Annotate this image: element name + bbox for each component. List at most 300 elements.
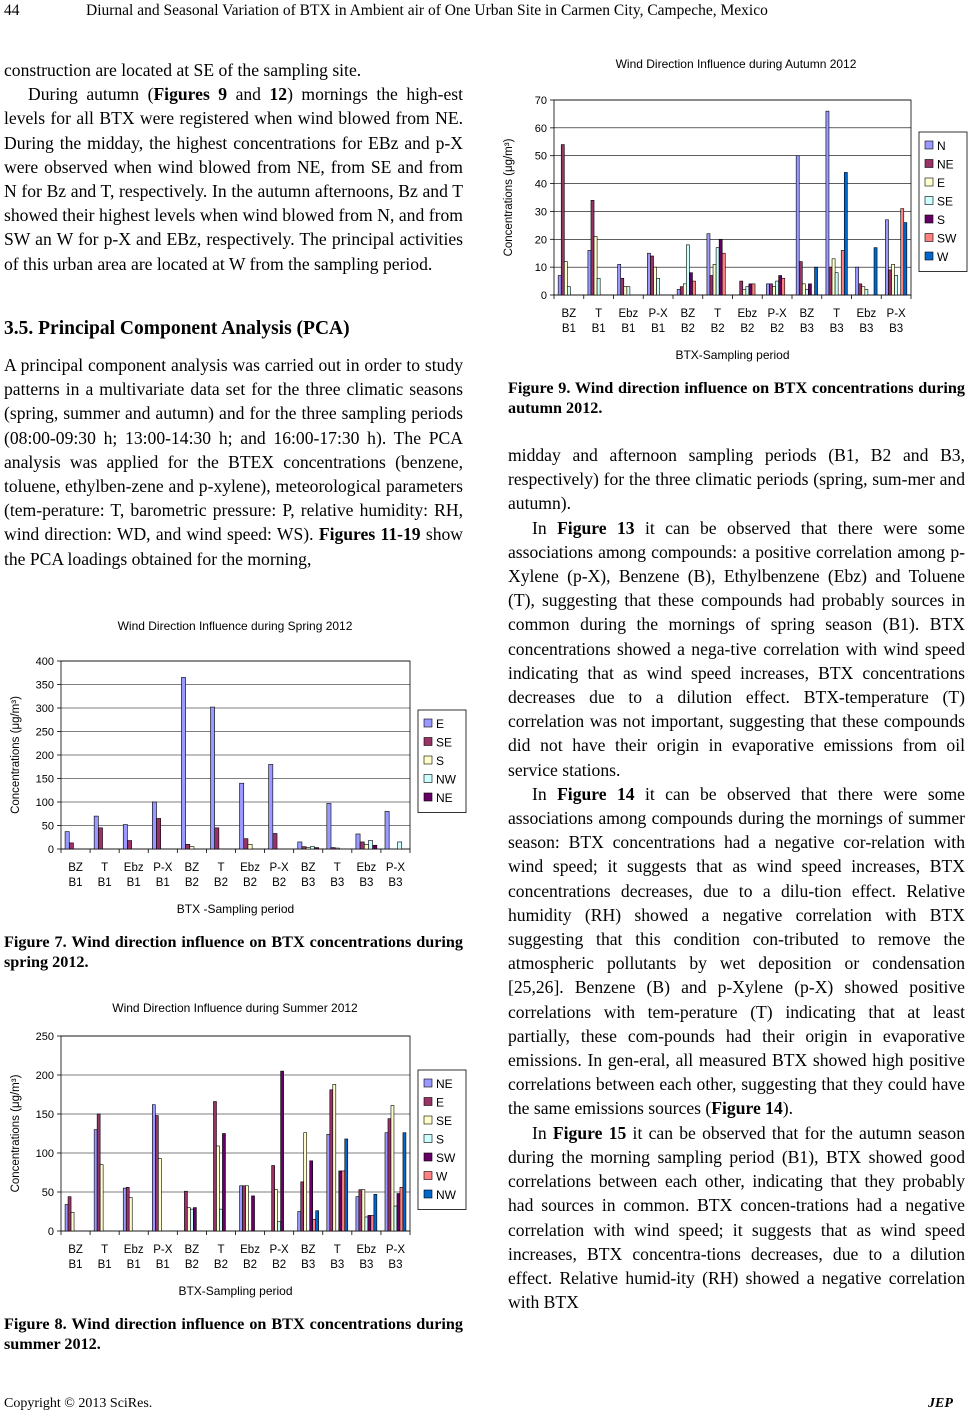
bar xyxy=(766,284,769,295)
x-tick-label: B2 xyxy=(272,1259,287,1271)
running-title: Diurnal and Seasonal Variation of BTX in Ambient air of One Urban Site in Carmen City, Campeche, Mexico xyxy=(86,2,768,19)
bar xyxy=(740,281,743,295)
bar xyxy=(835,273,838,295)
chart-title: Wind Direction Influence during Spring 2012 xyxy=(117,619,353,633)
bar xyxy=(152,802,156,849)
bar xyxy=(769,284,772,295)
x-tick-label: B2 xyxy=(710,323,725,335)
bar xyxy=(397,1194,400,1231)
page-number: 44 xyxy=(4,2,20,19)
bar xyxy=(252,1196,255,1231)
x-tick-label: P-X xyxy=(269,1244,289,1256)
bar xyxy=(799,262,802,295)
right-column xyxy=(508,443,965,1314)
bar xyxy=(558,276,561,296)
bar xyxy=(710,276,713,296)
bar xyxy=(394,1206,397,1231)
bar xyxy=(298,1212,301,1232)
y-axis-label: Concentrations (μg/m³) xyxy=(10,1074,22,1193)
y-tick-label: 250 xyxy=(35,1031,54,1043)
x-tick-label: B3 xyxy=(829,323,844,335)
x-tick-label: BZ xyxy=(68,862,83,874)
bar xyxy=(895,276,898,296)
bar xyxy=(743,289,746,295)
legend-label: E xyxy=(436,1095,445,1110)
bar xyxy=(859,284,862,295)
bar xyxy=(385,1133,388,1231)
bar xyxy=(749,284,752,295)
x-tick-label: B1 xyxy=(155,877,170,889)
y-tick-label: 60 xyxy=(534,122,547,135)
figure-ref: Figure 14 xyxy=(711,1098,783,1119)
chart-spring xyxy=(4,610,466,926)
bar xyxy=(181,677,185,849)
bar xyxy=(360,842,364,849)
paragraph: midday and afternoon sampling periods (B1, B2 and B3, respectively) for the three climatic periods (spring, sum-mer and autumn). xyxy=(508,445,965,514)
x-tick-label: P-X xyxy=(153,1244,173,1256)
x-tick-label: B1 xyxy=(591,323,606,335)
bar xyxy=(856,267,859,295)
y-tick-label: 350 xyxy=(35,679,54,692)
x-tick-label: P-X xyxy=(886,308,906,320)
y-tick-label: 150 xyxy=(35,773,54,786)
legend-swatch xyxy=(424,719,432,727)
bar xyxy=(68,1197,71,1231)
figure-ref: Figure 14 xyxy=(557,783,635,804)
bar xyxy=(707,234,710,295)
x-tick-label: B2 xyxy=(184,1259,199,1271)
figure-9-caption: Figure 9. Wind direction influence on BTX concentrations during autumn 2012. xyxy=(508,379,965,417)
bar xyxy=(400,1187,403,1231)
bar xyxy=(97,1114,100,1231)
x-tick-label: P-X xyxy=(767,308,787,320)
bar xyxy=(368,1215,371,1231)
y-tick-label: 0 xyxy=(47,844,54,856)
y-tick-label: 250 xyxy=(35,726,54,739)
left-column-top xyxy=(4,58,463,276)
bar xyxy=(621,278,624,295)
x-tick-label: B1 xyxy=(126,877,141,889)
legend-swatch xyxy=(925,252,933,260)
x-tick-label: B3 xyxy=(388,1259,403,1271)
bar xyxy=(892,264,895,295)
legend-swatch xyxy=(424,1135,432,1143)
bar xyxy=(371,1215,374,1231)
y-axis-label: Concentrations (μg/m³) xyxy=(503,138,515,257)
bar xyxy=(187,1208,190,1231)
bar xyxy=(222,1134,225,1232)
bar xyxy=(157,818,161,849)
y-tick-label: 50 xyxy=(41,820,54,833)
bar xyxy=(403,1133,406,1231)
legend-swatch xyxy=(925,197,933,205)
x-tick-label: BZ xyxy=(680,308,696,320)
bar xyxy=(210,707,214,849)
section-heading: 3.5. Principal Component Analysis (PCA) xyxy=(4,318,350,339)
bar xyxy=(773,287,776,295)
x-tick-label: BZ xyxy=(184,1244,200,1256)
bar xyxy=(335,848,339,849)
y-tick-label: 70 xyxy=(534,95,547,107)
bar xyxy=(306,848,310,849)
bar xyxy=(841,250,844,295)
legend-swatch xyxy=(424,1116,432,1124)
paragraph: In Figure 14 it can be observed that there were some associations among compounds during the mornings of summer season: BTX concentrations had a negative cor-relation with wind speed; it suggests that as wind speed increases, BTX concentrations decreases, due to a dilu-tion effect. Relative humidity (RH) showed a negative correlation with BTX suggesting that this condition con-tributed to remove the atmospheric pollutants by wet deposition or condensation [25,26]. Benzene (B) and p-Xylene (p-X) showed positive correlations with tem-perature (T) indicating that at least partially, these com-pounds had their origin in evaporative emissions. In gen-eral, all measured BTX showed high positive correlations between each other, suggesting that they could have the same emissions sources (Figure 14). xyxy=(508,783,965,1119)
bar xyxy=(802,284,805,295)
legend-swatch xyxy=(925,215,933,223)
x-tick-label: BZ xyxy=(300,862,316,874)
x-tick-label: BZ xyxy=(561,308,577,320)
x-axis-label: BTX-Sampling period xyxy=(178,1284,293,1298)
bar xyxy=(65,1204,68,1231)
bar xyxy=(888,270,891,295)
bar xyxy=(904,223,907,295)
y-axis-label: Concentrations (μg/m³) xyxy=(10,696,22,814)
x-axis-label: BTX-Sampling period xyxy=(675,348,790,362)
bar xyxy=(356,1197,359,1231)
x-tick-label: T xyxy=(217,1244,225,1256)
bar xyxy=(94,816,98,849)
bar xyxy=(158,1158,161,1231)
bar xyxy=(330,1090,333,1231)
bar xyxy=(362,1190,365,1231)
bar xyxy=(391,1105,394,1231)
bar xyxy=(782,278,785,295)
bar xyxy=(71,1212,74,1231)
paragraph: In Figure 13 it can be observed that there were some associations among compounds: a positive correlation among p-Xylene (p-X), Benzene (B), Ethylbenzene (Ebz) and Toluene (T), suggesting that these compounds had probably sources in common during the mornings of spring season (B1). BTX concentrations showed a nega-tive correlation with wind speed indicating that as wind speed increases, BTX concentrations decreases due to a dilution effect. BTX-temperature (T) correlation was not important, suggesting that these compounds did not have their origin in evaporative emissions from oil service stations. xyxy=(508,517,965,780)
y-tick-label: 30 xyxy=(534,206,547,219)
x-tick-label: B3 xyxy=(799,323,814,335)
legend-swatch xyxy=(424,775,432,783)
bar xyxy=(356,834,360,849)
legend-label: SW xyxy=(937,231,957,246)
bar xyxy=(752,284,755,295)
x-axis-label: BTX -Sampling period xyxy=(176,902,295,916)
x-tick-label: BZ xyxy=(300,1244,316,1256)
paragraph: A principal component analysis was carried out in order to study patterns in a multivariate data set for the three climatic seasons (spring, summer and autumn) and for the three sampling periods (08:00-09:30 h; 13:00-14:30 h; and 16:00-17:30 h). The PCA analysis was applied for the BTEX concentrations (benzene, toluene, ethylben-zene and p-xylene), meteorological parameters (tem-perature: T, barometric pressure: P, relative humidity: RH, wind direction: WD, and wind speed: WS). Figures 11-19 show the PCA loadings obtained for the morning, xyxy=(4,355,464,569)
bar xyxy=(331,848,335,849)
legend-label: W xyxy=(436,1169,448,1184)
x-tick-label: B3 xyxy=(301,877,316,889)
bar xyxy=(186,844,190,849)
bar xyxy=(597,278,600,295)
chart-title: Wind Direction Influence during Autumn 2012 xyxy=(615,57,857,71)
footer-copyright: Copyright © 2013 SciRes. xyxy=(4,1396,153,1411)
bar xyxy=(313,1219,316,1231)
bar xyxy=(385,811,389,849)
bar xyxy=(374,1194,377,1231)
bar xyxy=(654,267,657,295)
y-tick-label: 50 xyxy=(41,1187,54,1199)
figure-7 xyxy=(4,610,466,926)
bar xyxy=(901,209,904,295)
bar xyxy=(776,281,779,295)
x-tick-label: Ebz xyxy=(123,1244,144,1256)
x-tick-label: B2 xyxy=(770,323,785,335)
bar xyxy=(650,256,653,295)
x-tick-label: B1 xyxy=(621,323,636,335)
bar xyxy=(865,289,868,295)
bar xyxy=(815,267,818,295)
bar xyxy=(365,1217,368,1231)
bar xyxy=(314,848,318,849)
x-tick-label: B1 xyxy=(68,877,83,889)
page-header xyxy=(0,0,972,22)
legend-label: SE xyxy=(937,194,954,209)
bar xyxy=(388,1119,391,1231)
bar xyxy=(746,287,749,295)
x-tick-label: B2 xyxy=(680,323,695,335)
bar xyxy=(190,1209,193,1231)
x-tick-label: Ebz xyxy=(240,1244,260,1256)
figure-ref: Figure 15 xyxy=(552,1122,627,1143)
bar xyxy=(564,262,567,295)
y-tick-label: 20 xyxy=(534,234,547,247)
bar xyxy=(594,237,597,296)
legend-label: W xyxy=(937,250,949,264)
x-tick-label: B3 xyxy=(359,1259,374,1271)
bar xyxy=(219,1209,222,1231)
bar xyxy=(327,803,331,849)
bar xyxy=(333,1084,336,1231)
bar xyxy=(624,287,627,295)
x-tick-label: P-X xyxy=(269,862,289,874)
legend-swatch xyxy=(424,738,432,746)
bar xyxy=(686,245,689,295)
chart-autumn xyxy=(503,50,966,366)
bar xyxy=(272,1165,275,1231)
y-tick-label: 200 xyxy=(35,1070,54,1082)
bar xyxy=(829,267,832,295)
y-tick-label: 300 xyxy=(35,703,54,715)
x-tick-label: Ebz xyxy=(123,862,144,874)
y-tick-label: 100 xyxy=(35,1148,54,1160)
figure-7-caption: Figure 7. Wind direction influence on BTX concentrations during spring 2012. xyxy=(4,933,463,971)
bar xyxy=(244,839,248,849)
bar xyxy=(243,1186,246,1231)
y-tick-label: 50 xyxy=(534,150,547,163)
y-tick-label: 0 xyxy=(540,290,547,302)
bar xyxy=(216,1146,219,1231)
legend-swatch xyxy=(424,1190,432,1198)
bar xyxy=(692,281,695,295)
x-tick-label: T xyxy=(217,862,225,874)
x-tick-label: B3 xyxy=(359,877,374,889)
y-tick-label: 0 xyxy=(47,1226,54,1238)
legend-swatch xyxy=(424,756,432,764)
bar xyxy=(345,1139,348,1231)
plot-area xyxy=(554,100,911,295)
bar xyxy=(193,1208,196,1231)
bar xyxy=(246,1186,249,1231)
x-tick-label: B3 xyxy=(330,877,345,889)
x-tick-label: T xyxy=(101,1244,109,1256)
x-tick-label: B1 xyxy=(126,1259,141,1271)
bar xyxy=(123,1188,126,1231)
bar xyxy=(155,1116,158,1231)
legend-label: SE xyxy=(436,1114,453,1128)
legend-label: NE xyxy=(436,791,453,805)
y-tick-label: 150 xyxy=(35,1109,54,1121)
bar xyxy=(184,1191,187,1231)
x-tick-label: Ebz xyxy=(618,308,639,320)
bar xyxy=(832,259,835,295)
bar xyxy=(215,828,219,849)
bar xyxy=(298,842,302,849)
bar xyxy=(657,278,660,295)
bar xyxy=(248,844,252,849)
bar xyxy=(100,1165,103,1231)
y-tick-label: 40 xyxy=(534,178,547,191)
x-tick-label: P-X xyxy=(385,862,406,874)
figure-ref: Figures 9 xyxy=(153,84,228,105)
bar xyxy=(69,843,73,849)
bar xyxy=(152,1105,155,1231)
paragraph: During autumn (Figures 9 and 12) mornings the high-est levels for all BTX were registered when wind blowed from NE. During the midday, the highest concentrations for EBz and p-X were observed when wind blowed from NE, from SE and from N for Bz and T, respectively. In the autumn afternoons, Bz and T showed their highest levels when wind blowed from N, and from SW an W for p-X and EBz, respectively. The principal activities of this urban area are located at W from the sampling period. xyxy=(4,84,464,274)
bar xyxy=(885,220,888,295)
legend-label: NE xyxy=(937,157,954,172)
bar xyxy=(862,287,865,295)
legend-label: SE xyxy=(436,735,453,750)
figure-ref: 12 xyxy=(269,84,288,105)
bar xyxy=(240,783,244,849)
legend-label: S xyxy=(937,213,946,227)
x-tick-label: Ebz xyxy=(356,862,377,874)
bar xyxy=(808,284,811,295)
bar xyxy=(302,847,306,849)
legend-swatch xyxy=(424,1172,432,1180)
bar xyxy=(567,287,570,295)
bar xyxy=(304,1133,307,1231)
bar xyxy=(591,200,594,295)
x-tick-label: B2 xyxy=(243,1259,258,1271)
bar xyxy=(719,239,722,295)
legend-swatch xyxy=(925,234,933,242)
legend-swatch xyxy=(925,141,933,149)
x-tick-label: B3 xyxy=(889,323,904,335)
x-tick-label: B2 xyxy=(243,877,258,889)
x-tick-label: BZ xyxy=(184,862,200,874)
x-tick-label: P-X xyxy=(385,1244,406,1256)
bar xyxy=(316,1211,319,1231)
bar xyxy=(278,1222,281,1231)
y-tick-label: 400 xyxy=(35,656,54,668)
bar xyxy=(213,1102,216,1231)
bar xyxy=(844,172,847,295)
bar xyxy=(874,248,877,295)
legend-swatch xyxy=(925,178,933,186)
bar xyxy=(364,844,368,849)
x-tick-label: T xyxy=(714,308,722,320)
x-tick-label: T xyxy=(101,862,109,874)
bar xyxy=(275,1190,278,1231)
x-tick-label: T xyxy=(595,308,603,320)
x-tick-label: P-X xyxy=(648,308,668,320)
x-tick-label: B2 xyxy=(740,323,755,335)
x-tick-label: B1 xyxy=(68,1259,83,1271)
legend-label: S xyxy=(436,1132,445,1147)
bar xyxy=(269,764,273,849)
bar xyxy=(127,841,131,849)
bar xyxy=(373,845,377,849)
bar xyxy=(677,289,680,295)
bar xyxy=(301,1182,304,1231)
figure-8 xyxy=(4,988,466,1300)
bar xyxy=(129,1197,132,1231)
legend-label: E xyxy=(436,717,445,731)
y-tick-label: 10 xyxy=(534,262,547,275)
chart-summer xyxy=(4,988,466,1300)
legend-swatch xyxy=(424,793,432,801)
bar xyxy=(240,1186,243,1231)
x-tick-label: T xyxy=(333,862,341,874)
x-tick-label: B3 xyxy=(301,1259,316,1271)
bar xyxy=(588,250,591,295)
x-tick-label: P-X xyxy=(153,862,173,874)
bar xyxy=(796,156,799,295)
bar xyxy=(398,842,402,849)
x-tick-label: B2 xyxy=(213,877,228,889)
legend-label: N xyxy=(937,139,946,153)
x-tick-label: B1 xyxy=(155,1259,170,1271)
bar xyxy=(65,832,69,849)
legend-label: SW xyxy=(436,1151,456,1165)
x-tick-label: Ebz xyxy=(856,308,877,320)
bar xyxy=(561,145,564,295)
bar xyxy=(683,284,686,295)
x-tick-label: B3 xyxy=(330,1259,345,1271)
figure-8-caption: Figure 8. Wind direction influence on BTX concentrations during summer 2012. xyxy=(4,1315,463,1353)
x-tick-label: Ebz xyxy=(356,1244,377,1256)
bar xyxy=(716,248,719,295)
figure-ref: Figure 13 xyxy=(557,517,635,538)
x-tick-label: B1 xyxy=(97,1259,112,1271)
paragraph: construction are located at SE of the sampling site. xyxy=(4,60,362,80)
bar xyxy=(647,253,650,295)
bar xyxy=(826,111,829,295)
bar xyxy=(680,287,683,295)
bar xyxy=(126,1187,129,1231)
legend-label: S xyxy=(436,754,445,768)
x-tick-label: B2 xyxy=(184,877,199,889)
bar xyxy=(722,253,725,295)
bar xyxy=(359,1190,362,1231)
x-tick-label: Ebz xyxy=(737,308,758,320)
y-tick-label: 200 xyxy=(35,750,54,762)
chart-title: Wind Direction Influence during Summer 2012 xyxy=(112,1001,358,1015)
legend-label: NE xyxy=(436,1077,453,1091)
bar xyxy=(310,1161,313,1231)
bar xyxy=(190,847,194,849)
legend-swatch xyxy=(424,1098,432,1106)
x-tick-label: B1 xyxy=(561,323,576,335)
left-column-pca xyxy=(4,353,463,571)
x-tick-label: Ebz xyxy=(240,862,260,874)
x-tick-label: B2 xyxy=(213,1259,228,1271)
x-tick-label: T xyxy=(833,308,841,320)
bar xyxy=(94,1130,97,1231)
bar xyxy=(805,289,808,295)
bar xyxy=(618,264,621,295)
x-tick-label: BZ xyxy=(799,308,815,320)
legend-label: NW xyxy=(436,1188,456,1202)
bar xyxy=(342,1171,345,1231)
x-tick-label: B3 xyxy=(388,877,403,889)
bar xyxy=(98,828,102,849)
x-tick-label: B3 xyxy=(859,323,874,335)
bar xyxy=(368,841,372,849)
paragraph: In Figure 15 it can be observed that for the autumn season during the morning sampling period (B1), BTX showed good correlations between each other, indicating that they probably had sources in common. BTX concen-trations had a negative correlation with wind speed; it suggests that as wind speed increases, BTX concentra-tions decreases, due to a dilution effect. Relative humid-ity (RH) showed a negative correlation with BTX xyxy=(508,1122,965,1313)
